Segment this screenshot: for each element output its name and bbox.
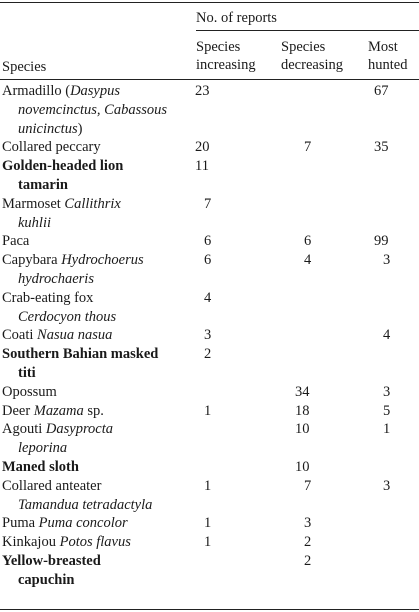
increasing-count: 20 bbox=[195, 139, 210, 156]
species-name-text: Maned sloth bbox=[2, 459, 79, 475]
increasing-count: 6 bbox=[204, 233, 212, 250]
species-name-continued bbox=[18, 176, 68, 194]
increasing-count: 6 bbox=[204, 252, 212, 269]
increasing-count: 1 bbox=[204, 402, 212, 419]
species-latin-name: unicinctus bbox=[18, 120, 78, 137]
decreasing-count: 3 bbox=[304, 515, 312, 532]
decreasing-count: 7 bbox=[304, 139, 312, 156]
col-decreasing-header bbox=[281, 38, 343, 74]
hunted-count: 35 bbox=[374, 139, 389, 156]
species-latin-name: novemcinctus, Cabassous bbox=[18, 101, 168, 118]
top-rule bbox=[0, 2, 419, 3]
species-name bbox=[2, 232, 29, 250]
species-name-text: capuchin bbox=[18, 571, 75, 588]
species-name-text: titi bbox=[18, 365, 36, 381]
col-hunted-line2: hunted bbox=[368, 57, 408, 73]
decreasing-count: 2 bbox=[304, 534, 312, 551]
increasing-count: 1 bbox=[204, 477, 212, 494]
species-latin-name: Tamandua tetradactyla bbox=[18, 496, 153, 513]
col-increasing-line1: Species bbox=[196, 39, 241, 55]
species-name bbox=[2, 477, 101, 495]
species-name bbox=[2, 82, 120, 100]
decreasing-count: 6 bbox=[304, 233, 312, 250]
species-latin-name: hydrochaeris bbox=[18, 271, 94, 287]
species-latin-name: Callithrix bbox=[64, 195, 121, 212]
increasing-count: 7 bbox=[204, 195, 212, 212]
species-latin-name: Mazama bbox=[33, 402, 84, 419]
decreasing-count: 4 bbox=[304, 252, 312, 269]
bottom-rule bbox=[0, 609, 419, 610]
decreasing-count: 18 bbox=[295, 402, 310, 419]
species-name-text: Paca bbox=[2, 233, 30, 250]
species-name bbox=[2, 138, 101, 156]
species-name-continued bbox=[18, 496, 152, 514]
species-name-text: Collared peccary bbox=[2, 139, 101, 156]
hunted-count: 4 bbox=[383, 327, 391, 344]
increasing-count: 4 bbox=[204, 289, 212, 306]
species-name bbox=[2, 289, 93, 307]
hunted-count: 99 bbox=[374, 233, 389, 250]
col-species-header: Species bbox=[2, 59, 47, 75]
species-name-continued bbox=[18, 120, 82, 138]
species-latin-name: Dasypus bbox=[70, 83, 121, 99]
species-name-text: Collared anteater bbox=[2, 477, 102, 494]
species-name bbox=[2, 420, 113, 438]
species-name-text: Armadillo ( bbox=[2, 83, 71, 99]
species-name-text: Opossum bbox=[2, 383, 57, 400]
species-name-text: Agouti bbox=[2, 421, 46, 438]
increasing-count: 11 bbox=[195, 158, 209, 175]
species-name-text: Puma bbox=[2, 515, 39, 532]
col-increasing-line2: increasing bbox=[196, 57, 256, 73]
hunted-count: 67 bbox=[374, 83, 389, 99]
decreasing-count: 7 bbox=[304, 477, 312, 494]
species-latin-name: Hydrochoerus bbox=[61, 252, 144, 269]
col-decreasing-line2: decreasing bbox=[281, 57, 343, 73]
species-name-text: tamarin bbox=[18, 177, 68, 193]
species-name bbox=[2, 345, 158, 363]
increasing-count: 1 bbox=[204, 515, 212, 532]
species-name bbox=[2, 157, 123, 175]
hunted-count: 1 bbox=[383, 421, 391, 438]
increasing-count: 23 bbox=[195, 83, 210, 99]
species-name-text: Southern Bahian masked bbox=[2, 346, 159, 363]
species-latin-name: Potos flavus bbox=[59, 534, 131, 551]
species-name bbox=[2, 326, 112, 344]
increasing-count: 1 bbox=[204, 534, 212, 551]
decreasing-count: 34 bbox=[295, 383, 310, 400]
increasing-count: 3 bbox=[204, 327, 212, 344]
species-name-text: Deer bbox=[2, 402, 34, 419]
col-hunted-line1: Most bbox=[368, 39, 398, 55]
species-name-text: Crab-eating fox bbox=[2, 289, 94, 306]
species-latin-name: Puma concolor bbox=[38, 515, 128, 532]
species-name-text: ) bbox=[77, 120, 83, 137]
species-name-text: Capybara bbox=[2, 252, 62, 269]
col-decreasing-line1: Species bbox=[281, 39, 326, 55]
species-name bbox=[2, 533, 131, 551]
species-name bbox=[2, 251, 144, 269]
decreasing-count: 2 bbox=[304, 553, 312, 569]
species-name-continued bbox=[18, 214, 51, 232]
header-rule bbox=[0, 79, 419, 80]
col-hunted-header bbox=[368, 38, 407, 74]
species-name-continued bbox=[18, 101, 167, 119]
species-name bbox=[2, 458, 79, 476]
hunted-count: 3 bbox=[383, 383, 391, 400]
species-name-text: Coati bbox=[2, 327, 38, 344]
hunted-count: 3 bbox=[383, 252, 391, 269]
species-name bbox=[2, 552, 101, 570]
species-name bbox=[2, 195, 121, 213]
hunted-count: 3 bbox=[383, 477, 391, 494]
species-latin-name: leporina bbox=[18, 440, 68, 457]
species-latin-name: Dasyprocta bbox=[45, 421, 114, 438]
hunted-count: 5 bbox=[383, 402, 391, 419]
species-name-text: Yellow-breasted bbox=[2, 553, 101, 569]
species-latin-name: Cerdocyon thous bbox=[18, 308, 117, 325]
col-increasing-header bbox=[196, 38, 256, 74]
decreasing-count: 10 bbox=[295, 459, 310, 475]
species-name bbox=[2, 402, 104, 420]
species-name bbox=[2, 383, 57, 401]
species-name-text: sp. bbox=[83, 402, 104, 419]
increasing-count: 2 bbox=[204, 346, 212, 363]
species-latin-name: kuhlii bbox=[18, 214, 52, 231]
species-name-continued bbox=[18, 571, 74, 589]
group-header: No. of reports bbox=[196, 10, 277, 26]
decreasing-count: 10 bbox=[295, 421, 310, 438]
species-name-continued bbox=[18, 308, 116, 326]
species-name bbox=[2, 514, 128, 532]
species-name-continued bbox=[18, 364, 36, 382]
group-rule bbox=[196, 30, 419, 31]
species-name-continued bbox=[18, 439, 67, 457]
species-name-continued bbox=[18, 270, 94, 288]
species-latin-name: Nasua nasua bbox=[37, 327, 113, 344]
species-name-text: Marmoset bbox=[2, 195, 65, 212]
species-name-text: Kinkajou bbox=[2, 534, 60, 551]
species-name-text: Golden-headed lion bbox=[2, 158, 124, 175]
